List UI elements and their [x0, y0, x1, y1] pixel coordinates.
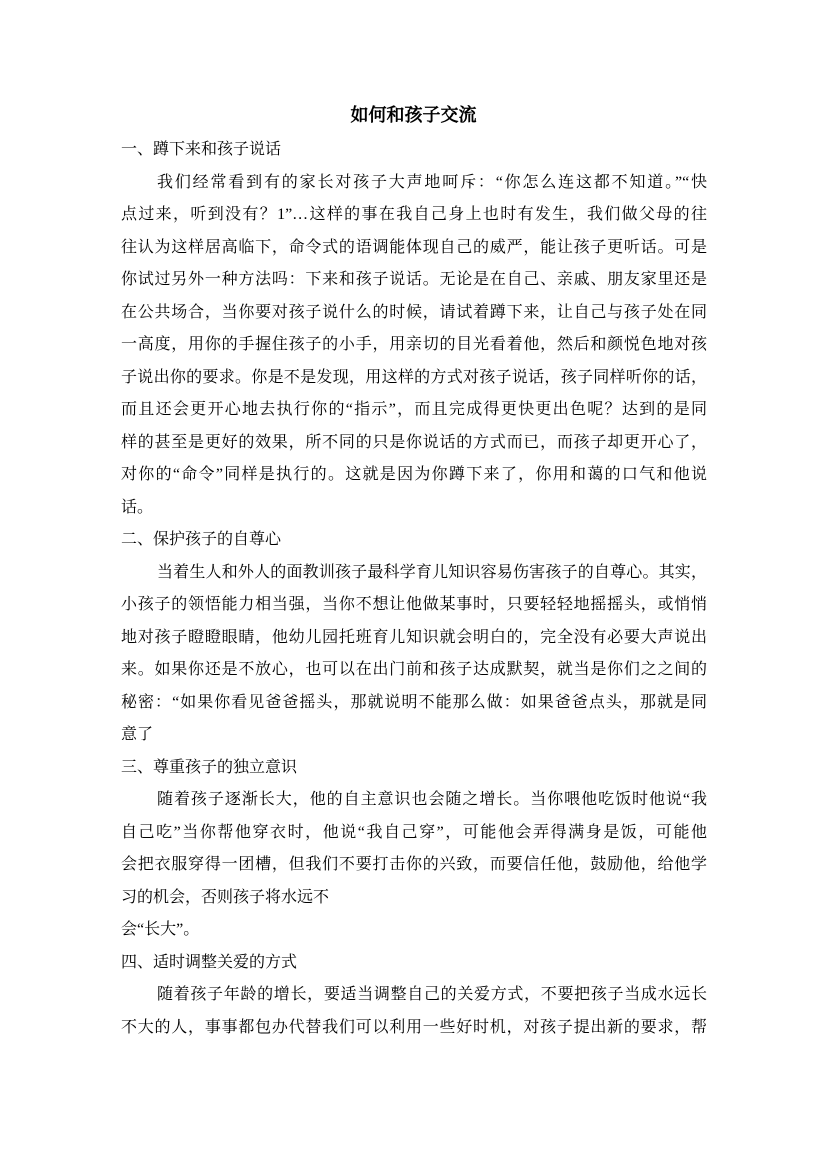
paragraph-line: 秘密：“如果你看见爸爸摇头，那就说明不能那么做：如果爸爸点头，那就是同 [121, 693, 707, 711]
section-heading: 四、适时调整关爱的方式 [121, 953, 298, 971]
paragraph-line: 样的甚至是更好的效果，所不同的只是你说话的方式而已，而孩子却更开心了， [121, 433, 707, 451]
paragraph-line: 我们经常看到有的家长对孩子大声地呵斥：“你怎么连这都不知道。”“快 [157, 173, 707, 191]
paragraph-line: 自己吃”当你帮他穿衣时，他说“我自己穿”，可能他会弄得满身是饭，可能他 [121, 823, 707, 841]
document-title: 如何和孩子交流 [350, 105, 477, 125]
paragraph-line: 随着孩子年龄的增长，要适当调整自己的关爱方式，不要把孩子当成水远长 [157, 986, 707, 1003]
paragraph-line: 对你的“命令”同样是执行的。这就是因为你蹲下来了，你用和蔼的口气和他说 [121, 466, 707, 483]
paragraph-line: 点过来，听到没有？1”…这样的事在我自己身上也时有发生，我们做父母的往 [121, 206, 707, 223]
section-heading: 二、保护孩子的自尊心 [121, 531, 282, 548]
section-heading: 三、尊重孩子的独立意识 [121, 758, 298, 776]
paragraph-line: 意了 [121, 726, 154, 743]
paragraph-line: 地对孩子瞪瞪眼睛，他幼儿园托班育儿知识就会明白的，完全没有必要大声说出 [121, 628, 707, 646]
paragraph-line: 话。 [121, 498, 154, 516]
paragraph-line: 你试过另外一种方法吗：下来和孩子说话。无论是在自己、亲戚、朋友家里还是 [121, 271, 707, 288]
document-body [121, 134, 707, 1044]
paragraph-line: 随着孩子逐渐长大，他的自主意识也会随之增长。当你喂他吃饭时他说“我 [157, 791, 707, 808]
paragraph-line: 一高度，用你的手握住孩子的小手，用亲切的目光看着他，然后和颜悦色地对孩 [121, 336, 707, 353]
paragraph-line: 不大的人，事事都包办代替我们可以利用一些好时机，对孩子提出新的要求，帮 [121, 1018, 707, 1036]
paragraph-line: 在公共场合，当你要对孩子说什么的时候，请试着蹲下来，让自己与孩子处在同 [121, 303, 707, 321]
paragraph-line: 来。如果你还是不放心，也可以在出门前和孩子达成默契，就当是你们之之间的 [121, 661, 707, 678]
paragraph-line: 小孩子的领悟能力相当强，当你不想让他做某事时，只要轻轻地摇摇头，或悄悄 [121, 596, 707, 613]
paragraph-line: 往认为这样居高临下，命令式的语调能体现自己的威严，能让孩子更听话。可是 [121, 238, 707, 256]
section-heading: 一、蹲下来和孩子说话 [121, 141, 282, 158]
paragraph-line: 习的机会，否则孩子将水远不 [121, 888, 330, 906]
paragraph-line: 子说出你的要求。你是不是发现，用这样的方式对孩子说话，孩子同样听你的话， [121, 368, 707, 386]
paragraph-line: 而且还会更开心地去执行你的“指示”，而且完成得更快更出色呢？达到的是同 [121, 401, 707, 418]
paragraph-line: 当着生人和外人的面教训孩子最科学育儿知识容易伤害孩子的自尊心。其实， [157, 563, 707, 581]
paragraph-line: 会“长大”。 [121, 921, 200, 938]
paragraph-line: 会把衣服穿得一团槽，但我们不要打击你的兴致，而要信任他，鼓励他，给他学 [121, 856, 707, 873]
